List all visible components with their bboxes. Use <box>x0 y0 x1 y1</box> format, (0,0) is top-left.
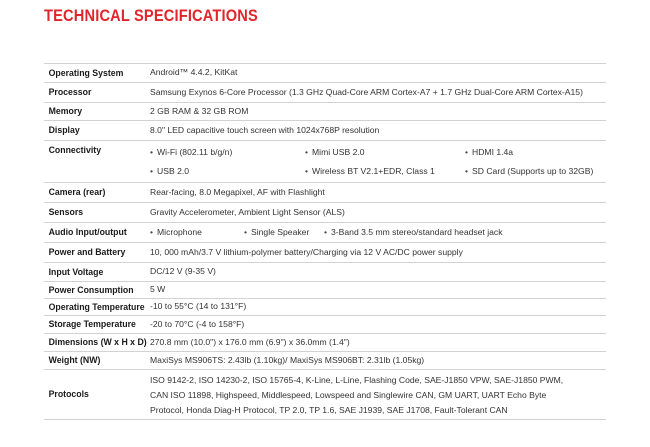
spec-label: Camera (rear) <box>48 187 106 198</box>
spec-label: Display <box>48 125 80 136</box>
spec-value: DC/12 V (9-35 V) <box>150 266 216 277</box>
spec-label: Connectivity <box>48 145 102 156</box>
spec-label: Storage Temperature <box>48 319 136 330</box>
spec-value: Android™ 4.4.2, KitKat <box>150 67 238 78</box>
spec-value: 5 W <box>150 284 166 295</box>
spec-value: Gravity Accelerometer, Ambient Light Sensor (ALS) <box>150 206 345 217</box>
protocols-line: Protocol, Honda Diag-H Protocol, TP 2.0, TP 1.6, SAE J1939, SAE J1708, Fault-Tolerant CAN <box>150 405 508 415</box>
spec-label: Dimensions (W x H x D) <box>48 337 147 348</box>
spec-row-operating-temp <box>44 299 606 316</box>
spec-row-power <box>44 243 606 263</box>
connectivity-list <box>150 145 606 177</box>
spec-value: 10, 000 mAh/3.7 V lithium-polymer battery/Charging via 12 V AC/DC power supply <box>150 246 463 257</box>
spec-value: 270.8 mm (10.0") x 176.0 mm (6.9") x 36.0mm (1.4") <box>150 336 350 347</box>
spec-row-protocols <box>44 370 606 420</box>
list-item: • Mimi USB 2.0 <box>305 147 465 158</box>
spec-row-audio <box>44 223 606 243</box>
spec-label: Power Consumption <box>48 284 134 296</box>
spec-table <box>44 63 606 420</box>
page-title: TECHNICAL SPECIFICATIONS <box>44 6 258 25</box>
spec-label: Sensors <box>48 207 84 218</box>
spec-row-display <box>44 121 606 141</box>
list-item: • Wireless BT V2.1+EDR, Class 1 <box>305 166 465 177</box>
spec-label: Operating System <box>48 67 124 79</box>
list-item: • Microphone <box>150 227 244 238</box>
spec-row-weight <box>44 352 606 370</box>
spec-label: Protocols <box>48 389 89 400</box>
protocols-line: CAN ISO 11898, Highspeed, Middlespeed, Lowspeed and Singlewire CAN, GM UART, UART Echo Byte <box>150 390 547 400</box>
spec-label: Weight (NW) <box>48 355 101 366</box>
list-item: • 3-Band 3.5 mm stereo/standard headset jack <box>324 227 503 238</box>
spec-label: Audio Input/output <box>48 227 127 238</box>
spec-row-processor <box>44 83 606 103</box>
spec-row-os <box>44 63 606 83</box>
spec-label: Operating Temperature <box>48 301 145 313</box>
spec-row-sensors <box>44 203 606 223</box>
spec-value: MaxiSys MS906TS: 2.43lb (1.10kg)/ MaxiSys MS906BT: 2.31lb (1.05kg) <box>150 354 425 365</box>
list-item: • USB 2.0 <box>150 166 305 177</box>
list-item: • Wi-Fi (802.11 b/g/n) <box>150 147 305 158</box>
spec-row-dimensions <box>44 334 606 352</box>
list-item: • HDMI 1.4a <box>465 147 590 158</box>
audio-list <box>150 227 503 238</box>
spec-value <box>148 141 606 182</box>
spec-row-power-consumption <box>44 282 606 299</box>
spec-row-storage-temp <box>44 316 606 334</box>
spec-value: -20 to 70°C (-4 to 158°F) <box>150 318 245 329</box>
spec-value: Rear-facing, 8.0 Megapixel, AF with Flashlight <box>150 186 325 197</box>
list-item: • SD Card (Supports up to 32GB) <box>465 166 590 177</box>
spec-label: Processor <box>48 87 92 98</box>
spec-value: 2 GB RAM & 32 GB ROM <box>150 105 249 116</box>
spec-row-camera <box>44 183 606 203</box>
spec-label: Power and Battery <box>48 247 126 258</box>
protocols-line: ISO 9142-2, ISO 14230-2, ISO 15765-4, K-Line, L-Line, Flashing Code, SAE-J1850 VPW, SAE-J1850 PWM, <box>150 375 564 385</box>
list-item: • Single Speaker <box>244 227 324 238</box>
spec-label: Memory <box>48 106 83 117</box>
spec-value: -10 to 55°C (14 to 131°F) <box>150 301 247 312</box>
spec-row-input-voltage <box>44 263 606 282</box>
spec-label: Input Voltage <box>48 266 104 278</box>
spec-value <box>148 370 606 419</box>
spec-value: Samsung Exynos 6-Core Processor (1.3 GHz Quad-Core ARM Cortex-A7 + 1.7 GHz Dual-Core ARM Cortex-A15) <box>150 86 583 97</box>
spec-row-connectivity <box>44 141 606 183</box>
spec-row-memory <box>44 103 606 121</box>
spec-value: 8.0" LED capacitive touch screen with 1024x768P resolution <box>150 124 380 135</box>
spec-value <box>148 223 606 242</box>
